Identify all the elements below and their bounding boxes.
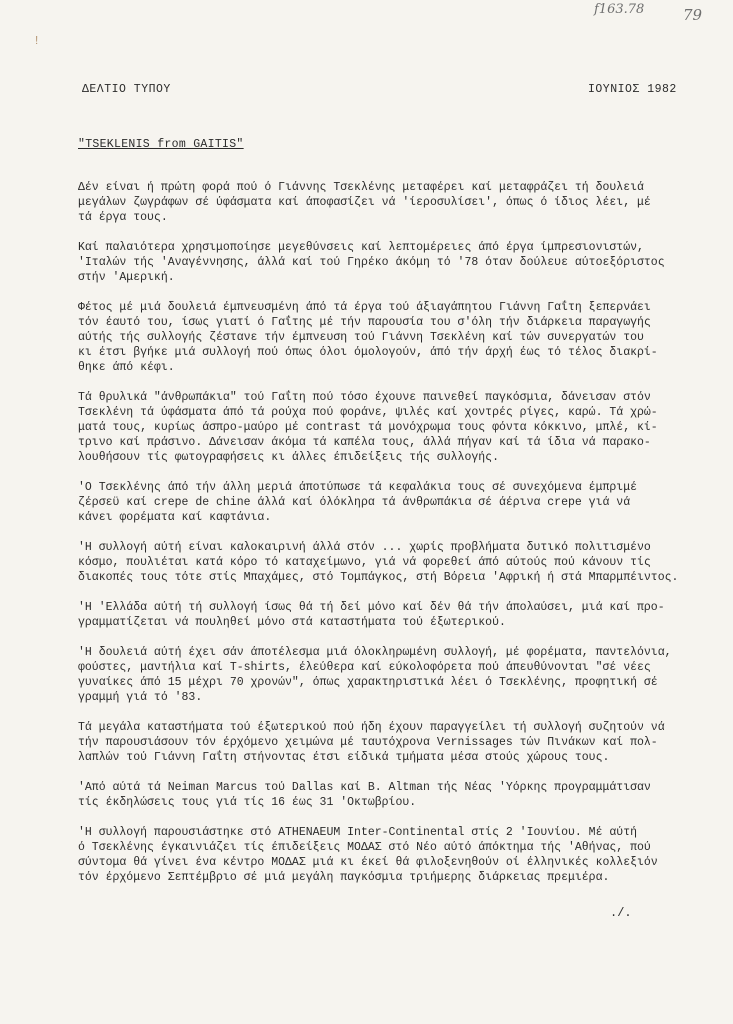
handwritten-page-number: 79 — [683, 6, 703, 24]
text-line: Δέν είναι ή πρώτη φορά πού ό Γιάννης Τσεκλένης μεταφέρει καί μεταφράζει τή δουλειά — [78, 181, 644, 194]
paragraph — [78, 390, 718, 465]
text-line: κάνει φορέματα καί καφτάνια. — [78, 511, 272, 524]
text-line: γυναίκες άπό 15 μέχρι 70 χρονών", όπως χαρακτηριστικά λέει ό Τσεκλένης, προφητική σέ — [78, 676, 658, 689]
paragraph — [78, 720, 718, 765]
paragraph — [78, 645, 718, 705]
paragraph — [78, 780, 718, 810]
document-title: "TSEKLENIS from GAITIS" — [78, 138, 244, 151]
text-line: 'Ο Τσεκλένης άπό τήν άλλη μεριά άποτύπωσε τά κεφαλάκια τους σέ συνεχόμενα έμπριμέ — [78, 481, 637, 494]
text-line: Τσεκλένη τά ύφάσματα άπό τά ρούχα πού φοράνε, ψιλές καί χοντρές ρίγες, καρώ. Τά χρώ- — [78, 406, 658, 419]
text-line: κόσμο, πουλιέται κατά κόρο τό καταχείμωνο, γιά νά φορεθεί άπό αύτούς πού κάνουν τίς — [78, 556, 651, 569]
text-line: 'Ιταλών τής 'Αναγέννησης, άλλά καί τού Γηρέκο άκόμη τό '78 όταν δούλευε αύτοεξόριστος — [78, 256, 665, 269]
text-line: τόν έρχόμενο Σεπτέμβριο σέ μιά μεγάλη παγκόσμια τριήμερης διάρκειας πρεμιέρα. — [78, 871, 610, 884]
text-line: τρινο καί πράσινο. Δάνεισαν άκόμα τά καπέλα τους, άλλά πήγαν καί τά ίδια νά παρακο- — [78, 436, 651, 449]
text-line: σύντομα θά γίνει ένα κέντρο ΜΟΔΑΣ μιά κι έκεί θά φιλοξενηθούν οί έλληνικές κολλεξιόν — [78, 856, 658, 869]
paragraph — [78, 600, 718, 630]
text-line: μεγάλων ζωγράφων σέ ύφάσματα καί άποφασίζει νά 'ίεροσυλίσει', όπως ό ίδιος λέει, μέ — [78, 196, 651, 209]
text-line: ζέρσεϋ καί crepe de chine άλλά καί όλόκληρα τά άνθρωπάκια σέ άέρινα crepe γιά νά — [78, 496, 631, 509]
text-line: τά έργα τους. — [78, 211, 168, 224]
text-line: τόν έαυτό του, ίσως γιατί ό Γαΐτης μέ τήν παρουσία του σ'όλη τήν διάρκεια παραγωγής — [78, 316, 651, 329]
text-line: ό Τσεκλένης έγκαινιάζει τίς έπιδείξεις ΜΟΔΑΣ στό Νέο αύτό άπόκτημα τής 'Αθήνας, πού — [78, 841, 651, 854]
text-line: 'Η δουλειά αύτή έχει σάν άποτέλεσμα μιά όλοκληρωμένη συλλογή, μέ φορέματα, παντελόνια, — [78, 646, 672, 659]
text-line: κι έτσι βγήκε μιά συλλογή πού όπως όλοι όμολογούν, άπό τήν άρχή έως τό τέλος διακρί- — [78, 346, 658, 359]
text-line: διακοπές τους τότε στίς Μπαχάμες, στό Τομπάγκος, στή Βόρεια 'Αφρική ή στά Μπαρμπέιντος. — [78, 571, 679, 584]
text-line: αύτής τής συλλογής ζέστανε τήν έμπνευση τού Γιάννη Τσεκλένη καί τών συνεργατών του — [78, 331, 644, 344]
text-line: λουθήσουν τίς φωτογραφήσεις κι άλλες έπιδείξεις τής συλλογής. — [78, 451, 499, 464]
text-line: 'Η συλλογή αύτή είναι καλοκαιρινή άλλά στόν ... χωρίς προβλήματα δυτικό πολιτισμένο — [78, 541, 651, 554]
document-type-header: ΔΕΛΤΙΟ ΤΥΠΟΥ — [82, 83, 171, 96]
document-date-header: ΙΟΥΝΙΟΣ 1982 — [588, 83, 677, 96]
handwritten-archive-code: f163.78 — [594, 2, 645, 17]
paragraph — [78, 240, 718, 285]
text-line: τίς έκδηλώσεις τους γιά τίς 16 έως 31 'Οκτωβρίου. — [78, 796, 417, 809]
paragraph — [78, 540, 718, 585]
document-body — [78, 180, 718, 900]
text-line: Τά θρυλικά "άνθρωπάκια" τού Γαΐτη πού τόσο έχουνε παινεθεί παγκόσμια, δάνεισαν στόν — [78, 391, 651, 404]
text-line: Φέτος μέ μιά δουλειά έμπνευσμένη άπό τά έργα τού άξιαγάπητου Γιάννη Γαΐτη ξεπερνάει — [78, 301, 651, 314]
text-line: φούστες, μαντήλια καί T-shirts, έλεύθερα καί εύκολοφόρετα πού άπευθύνονται "σέ νέες — [78, 661, 651, 674]
paragraph — [78, 300, 718, 375]
text-line: θηκε άπό κέφι. — [78, 361, 175, 374]
text-line: ματά τους, κυρίως άσπρο-μαύρο μέ contrast τά μονόχρωμα τους φόντα κόκκινο, μπλέ, κί- — [78, 421, 658, 434]
text-line: γραμματίζεται νά πουληθεί μόνο στά καταστήματα τού έξωτερικού. — [78, 616, 506, 629]
text-line: τήν παρουσιάσουν τόν έρχόμενο χειμώνα μέ ταυτόχρονα Vernissages τών Πινάκων καί πολ- — [78, 736, 658, 749]
text-line: 'Από αύτά τά Neiman Marcus τού Dallas καί B. Altman τής Νέας 'Υόρκης προγραμμάτισαν — [78, 781, 651, 794]
text-line: γραμμή γιά τό '83. — [78, 691, 203, 704]
text-line: λαπλών τού Γιάννη Γαΐτη στήνοντας έτσι είδικά τμήματα μέσα στούς χώρους τους. — [78, 751, 610, 764]
end-mark: ./. — [610, 906, 632, 920]
text-line: 'Η 'Ελλάδα αύτή τή συλλογή ίσως θά τή δεί μόνο καί δέν θά τήν άπολαύσει, μιά καί προ- — [78, 601, 665, 614]
text-line: Τά μεγάλα καταστήματα τού έξωτερικού πού ήδη έχουν παραγγείλει τή συλλογή συζητούν νά — [78, 721, 665, 734]
paragraph — [78, 180, 718, 225]
text-line: 'Η συλλογή παρουσιάστηκε στό ATHENAEUM Inter-Continental στίς 2 'Ιουνίου. Μέ αύτή — [78, 826, 637, 839]
paragraph — [78, 480, 718, 525]
margin-mark: ! — [33, 34, 41, 48]
text-line: στήν 'Αμερική. — [78, 271, 175, 284]
paragraph — [78, 825, 718, 885]
text-line: Καί παλαιότερα χρησιμοποίησε μεγεθύνσεις καί λεπτομέρειες άπό έργα ίμπρεσιονιστών, — [78, 241, 644, 254]
